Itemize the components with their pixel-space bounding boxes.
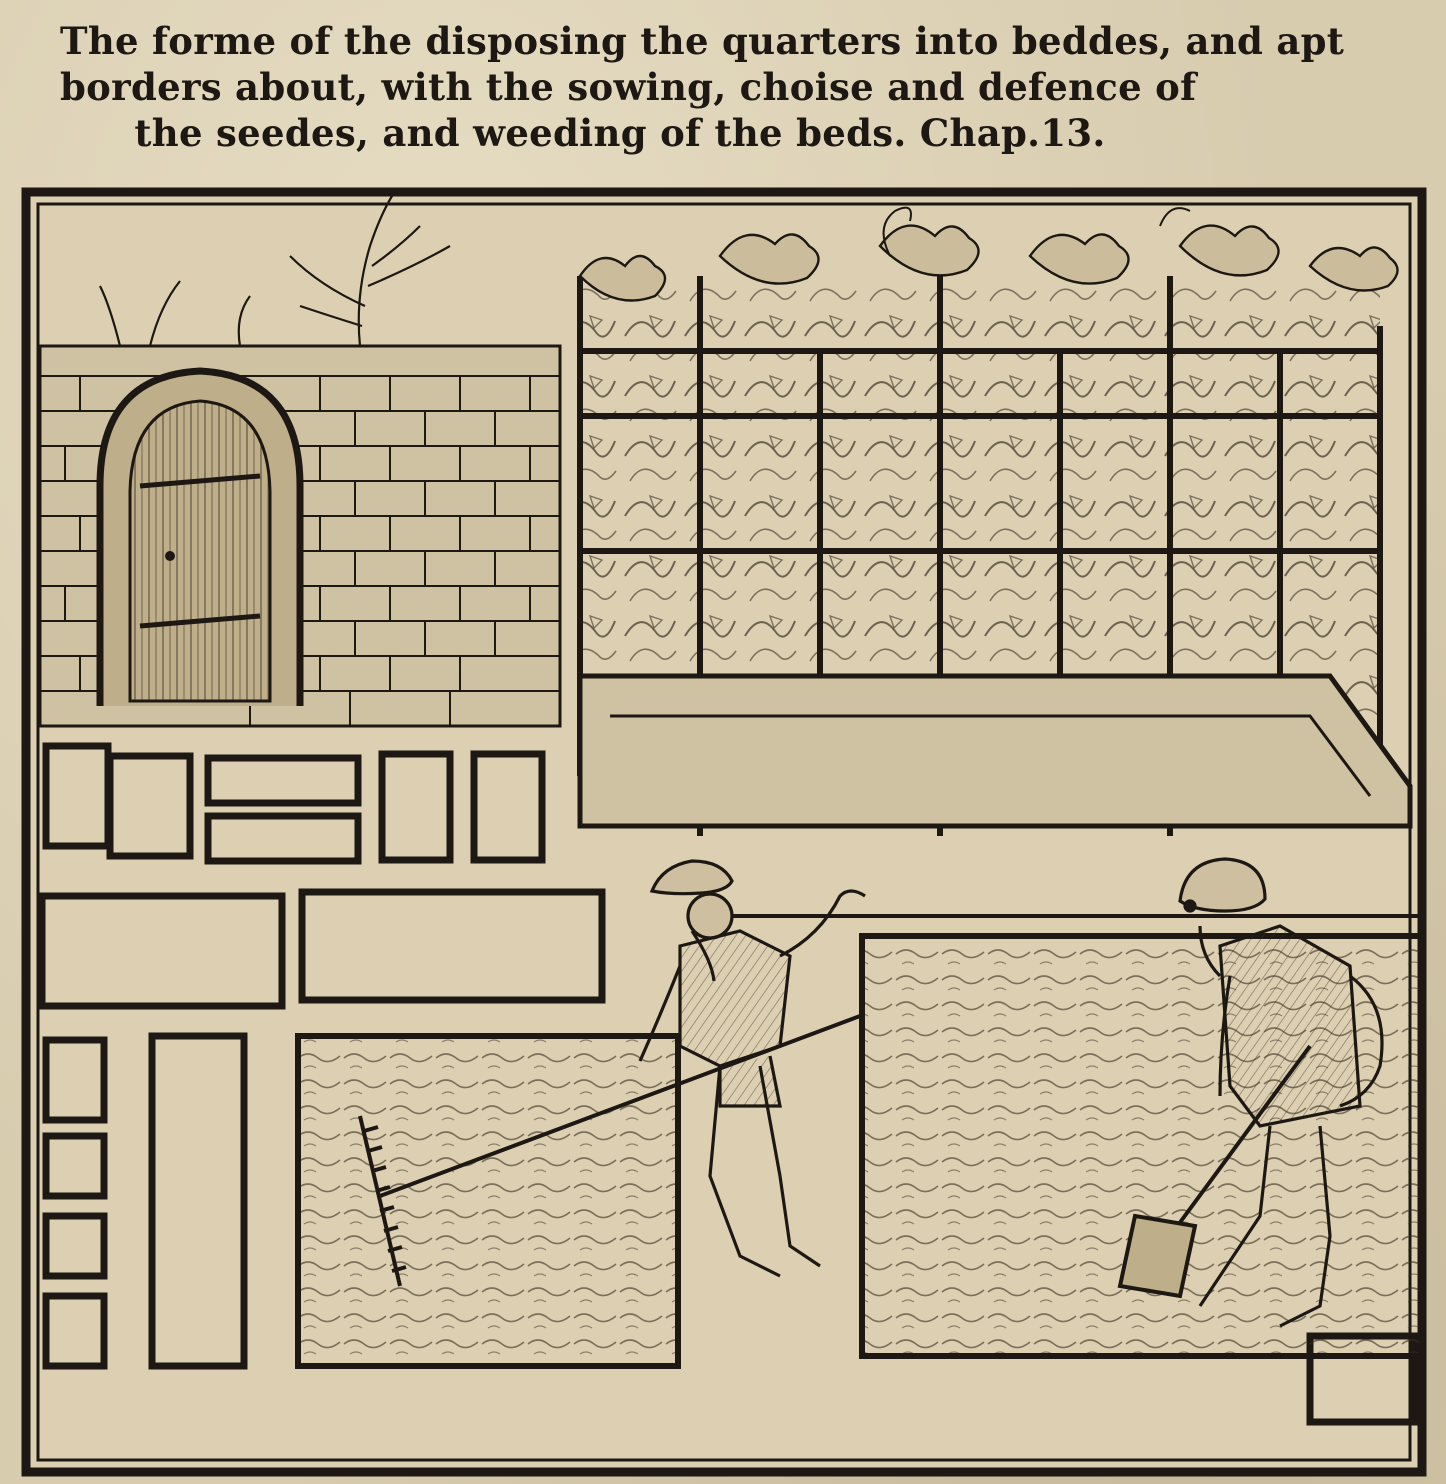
heading-line-2: borders about, with the sowing, choise and defence of [60,65,1197,109]
arched-door [100,371,300,706]
heading-line-3: the seedes, and weeding of the beds. Chap.13. [134,111,1106,155]
chapter-heading [60,18,1345,156]
heading-line-1: The forme of the disposing the quarters into beddes, and apt [60,19,1345,63]
vine-arbour [580,208,1410,836]
garden-woodcut-illustration [20,186,1428,1478]
